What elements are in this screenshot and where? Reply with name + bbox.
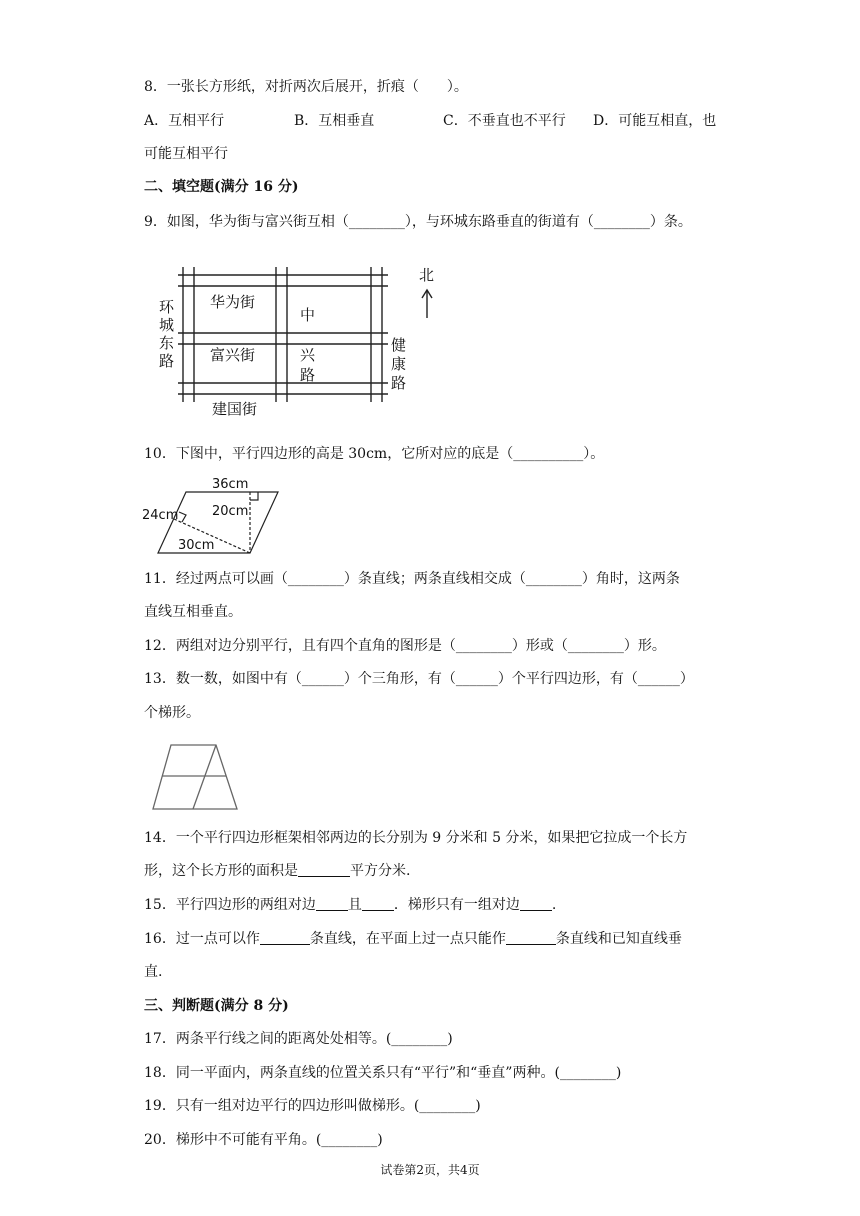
map-label-huawei: 华为街 xyxy=(210,293,256,311)
q20-text: 20．梯形中不可能有平角。(________) xyxy=(144,1132,383,1148)
map-label-lu: 路 xyxy=(300,366,316,384)
q10-text: 10．下图中，平行四边形的高是 30cm，它所对应的底是（__________）。 xyxy=(144,446,605,462)
para-height30-label: 30cm xyxy=(178,538,215,553)
section-true-false-title: 三、判断题(满分 8 分) xyxy=(144,998,289,1014)
q15-part1: 15．平行四边形的两组对边 xyxy=(144,897,316,913)
q16-blank-1[interactable] xyxy=(260,930,310,945)
q15-text xyxy=(144,895,556,915)
page-footer: 试卷第2页，共4页 xyxy=(380,1163,480,1177)
q18-text: 18．同一平面内，两条直线的位置关系只有“平行”和“垂直”两种。(________) xyxy=(144,1065,622,1081)
para-top-label: 36cm xyxy=(212,477,249,492)
q9-text: 9．如图，华为街与富兴街互相（________），与环城东路垂直的街道有（________）条。 xyxy=(144,214,692,230)
map-left-road-3: 东 xyxy=(159,334,175,352)
parallelogram-figure xyxy=(142,474,284,558)
trapezoid-figure xyxy=(150,742,242,812)
q15-part4: . xyxy=(551,897,557,913)
para-height20-label: 20cm xyxy=(212,504,249,519)
q8-option-c: C．不垂直也不平行 xyxy=(443,113,566,129)
map-label-jianguo: 建国街 xyxy=(212,400,258,418)
q8-stem: 8．一张长方形纸，对折两次后展开，折痕（ ）。 xyxy=(144,79,468,95)
q15-blank-3[interactable] xyxy=(520,896,552,911)
q16-text-line2: 直. xyxy=(144,964,163,980)
q8-option-d: D．可能互相直，也 xyxy=(593,113,717,129)
q14-answer-blank[interactable] xyxy=(298,862,350,877)
q16-text-line1 xyxy=(144,929,682,949)
q11-text-line2: 直线互相垂直。 xyxy=(144,604,242,620)
q15-part3: ．梯形只有一组对边 xyxy=(393,897,520,913)
q15-blank-1[interactable] xyxy=(316,896,348,911)
section-fill-in-title: 二、填空题(满分 16 分) xyxy=(144,179,299,195)
map-right-road-2: 康 xyxy=(391,355,407,373)
map-left-road-4: 路 xyxy=(159,352,175,370)
map-right-road-3: 路 xyxy=(391,374,407,392)
q15-part2: 且 xyxy=(347,897,362,913)
map-label-xing: 兴 xyxy=(300,346,316,364)
q19-text: 19．只有一组对边平行的四边形叫做梯形。(________) xyxy=(144,1098,481,1114)
map-right-road-1: 健 xyxy=(391,336,407,354)
map-label-zhong: 中 xyxy=(300,306,316,324)
map-left-road-1: 环 xyxy=(159,298,175,316)
q13-text-line2: 个梯形。 xyxy=(144,705,200,721)
q11-text-line1: 11．经过两点可以画（________）条直线；两条直线相交成（________）角时，这两条 xyxy=(144,571,680,587)
map-north-label: 北 xyxy=(419,266,435,284)
q8-option-a: A．互相平行 xyxy=(144,113,225,129)
map-label-fuxing: 富兴街 xyxy=(210,346,256,364)
q16-blank-2[interactable] xyxy=(506,930,556,945)
map-left-road-2: 城 xyxy=(159,316,175,334)
q12-text: 12．两组对边分别平行，且有四个直角的图形是（________）形或（________）形。 xyxy=(144,638,666,654)
q15-blank-2[interactable] xyxy=(362,896,394,911)
q8-option-d-continued: 可能互相平行 xyxy=(144,146,228,162)
q16-part3: 条直线和已知直线垂 xyxy=(555,931,682,947)
q16-part1: 16．过一点可以作 xyxy=(144,931,260,947)
para-left-label: 24cm xyxy=(142,508,179,523)
q14-text-suffix: 平方分米. xyxy=(350,863,411,879)
q16-part2: 条直线，在平面上过一点只能作 xyxy=(309,931,506,947)
q13-text-line1: 13．数一数，如图中有（______）个三角形，有（______）个平行四边形，有（______） xyxy=(144,671,694,687)
q14-text-prefix: 形，这个长方形的面积是 xyxy=(144,863,298,879)
q17-text: 17．两条平行线之间的距离处处相等。(________) xyxy=(144,1031,453,1047)
q8-option-b: B．互相垂直 xyxy=(294,113,375,129)
street-map-figure xyxy=(150,256,435,418)
q14-text-line1: 14．一个平行四边形框架相邻两边的长分别为 9 分米和 5 分米，如果把它拉成一个长方 xyxy=(144,830,688,846)
q14-text-line2 xyxy=(144,861,410,881)
